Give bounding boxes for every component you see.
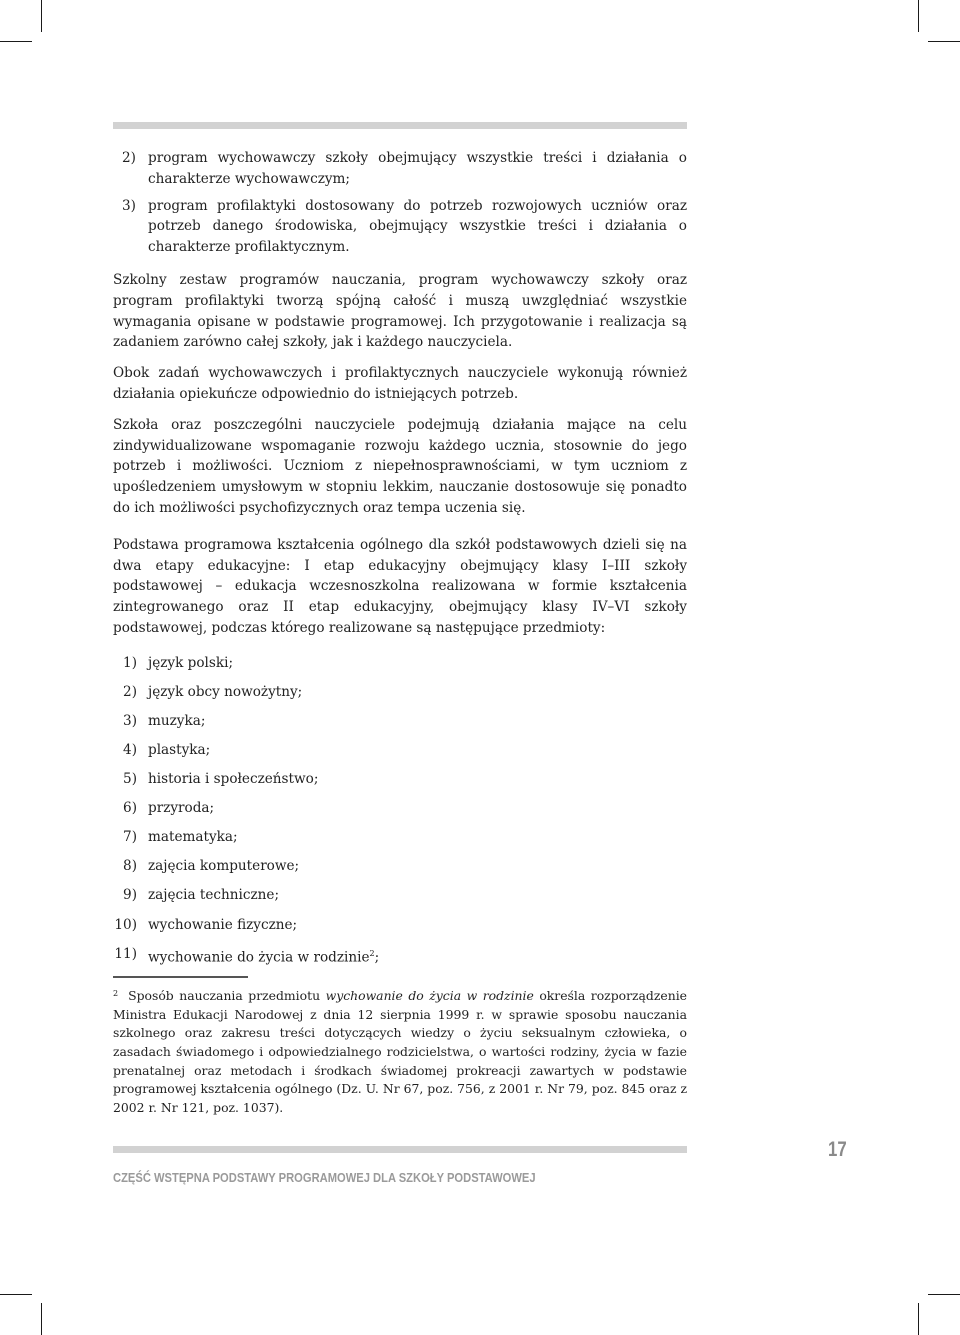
subject-number: 4) [123, 742, 137, 759]
subject-text: przyroda; [148, 800, 215, 817]
crop-mark [928, 1294, 960, 1295]
subject-number: 1) [123, 654, 137, 671]
list-item [113, 148, 687, 190]
subject-number: 7) [123, 829, 137, 846]
subject-tail: ; [374, 949, 380, 966]
list-item-number: 2) [122, 150, 136, 166]
footnote-italic-subject: wychowanie do życia w rodzinie [325, 988, 534, 1004]
crop-mark [0, 1294, 32, 1295]
paragraph: Szkolny zestaw programów nauczania, program wychowawczy szkoły oraz program profilaktyki tworzą spójną całość i muszą uwzględniać wszystkie wymagania opisane w podstawie programowej. Ich przygotowanie i realizacja są zadaniem zarówno całej szkoły, jak i każdego nauczyciela. [113, 271, 687, 351]
subject-item [113, 915, 687, 936]
subject-text: muzyka; [148, 712, 206, 729]
list-item [113, 196, 687, 258]
crop-mark [918, 1303, 919, 1335]
subject-item [113, 682, 687, 703]
list-item-number: 3) [122, 197, 136, 214]
crop-mark [41, 1303, 42, 1335]
subject-item [113, 711, 687, 732]
subject-text: język polski; [148, 654, 234, 671]
paragraph: Szkoła oraz poszczególni nauczyciele podejmują działania mające na celu zindywidualizowane wspomaganie rozwoju każdego ucznia, stosownie do jego potrzeb i możliwości. Uczniom z niepełnosprawnościami, w tym uczniom z upośledzeniem umysłowym w stopniu lekkim, nauczanie dostosowuje się ponadto do ich możliwości psychofizycznych oraz tempa uczenia się. [113, 416, 687, 516]
subject-item [113, 944, 687, 968]
subject-text: plastyka; [148, 742, 211, 759]
crop-mark [41, 0, 42, 32]
subject-number: 5) [123, 771, 137, 788]
subject-item [113, 798, 687, 819]
subject-text: matematyka; [148, 829, 238, 846]
subject-number: 9) [123, 887, 137, 904]
subject-text: zajęcia komputerowe; [148, 858, 300, 875]
footnote [113, 985, 687, 1117]
page-content [113, 148, 687, 1117]
subjects-list [113, 653, 687, 968]
subject-item [113, 885, 687, 906]
subject-number: 11) [114, 945, 137, 962]
subject-text: wychowanie fizyczne; [148, 916, 298, 933]
list-item-text: program profilaktyki dostosowany do potrzeb rozwojowych uczniów oraz potrzeb danego środowiska, obejmujący wszystkie treści i działania o charakterze profilaktycznym. [148, 197, 687, 256]
footer-title: CZĘŚĆ WSTĘPNA PODSTAWY PROGRAMOWEJ DLA SZKOŁY PODSTAWOWEJ [113, 1170, 536, 1185]
footnote-text-after: określa rozporządzenie Ministra Edukacji Narodowej z dnia 12 sierpnia 1999 r. w sprawie sposobu nauczania szkolnego oraz zakresu treści dotyczących wiedzy o życiu seksualnym człowieka, o zasadach świadomego i odpowiedzialnego rodzicielstwa, o wartości rodziny, życia w fazie prenatalnej oraz metodach i środkach świadomej prokreacji zawartych w podstawie programowej kształcenia ogólnego (Dz. U. Nr 67, poz. 756, z 2001 r. Nr 79, poz. 845 oraz z 2002 r. Nr 121, poz. 1037). [113, 988, 687, 1115]
subject-item [113, 769, 687, 790]
footer-bar [113, 1146, 687, 1153]
list-item-text: program wychowawczy szkoły obejmujący wszystkie treści i działania o charakterze wychowawczym; [148, 150, 687, 187]
footnote-reference[interactable]: 2 [369, 948, 375, 958]
subjects-intro: Podstawa programowa kształcenia ogólnego dla szkół podstawowych dzieli się na dwa etapy edukacyjne: I etap edukacyjny obejmujący klasy I–III szkoły podstawowej – edukacja wczesnoszkolna realizowana w formie kształcenia zintegrowanego oraz II etap edukacyjny, obejmujący klasy IV–VI szkoły podstawowej, podczas którego realizowane są następujące przedmioty: [113, 536, 687, 636]
subject-item [113, 856, 687, 877]
subject-number: 10) [114, 916, 137, 933]
subject-number: 8) [123, 858, 137, 875]
subject-text: wychowanie do życia w rodzinie [148, 949, 370, 966]
crop-mark [0, 41, 32, 42]
footnote-divider [113, 976, 248, 978]
subject-item [113, 740, 687, 761]
subject-text: język obcy nowożytny; [148, 683, 303, 700]
header-bar [113, 122, 687, 129]
page-number: 17 [828, 1138, 847, 1161]
footnote-text-before: Sposób nauczania przedmiotu [128, 988, 326, 1004]
subject-number: 2) [123, 683, 137, 700]
subject-text: zajęcia techniczne; [148, 887, 280, 904]
subject-text: historia i społeczeństwo; [148, 771, 319, 788]
continued-list [113, 148, 687, 258]
subject-item [113, 653, 687, 674]
crop-mark [928, 41, 960, 42]
subject-number: 6) [123, 800, 137, 817]
subject-item [113, 827, 687, 848]
footnote-mark: 2 [113, 989, 119, 999]
crop-mark [918, 0, 919, 32]
subject-number: 3) [123, 712, 137, 729]
paragraph: Obok zadań wychowawczych i profilaktycznych nauczyciele wykonują również działania opiekuńcze odpowiednio do istniejących potrzeb. [113, 365, 687, 402]
